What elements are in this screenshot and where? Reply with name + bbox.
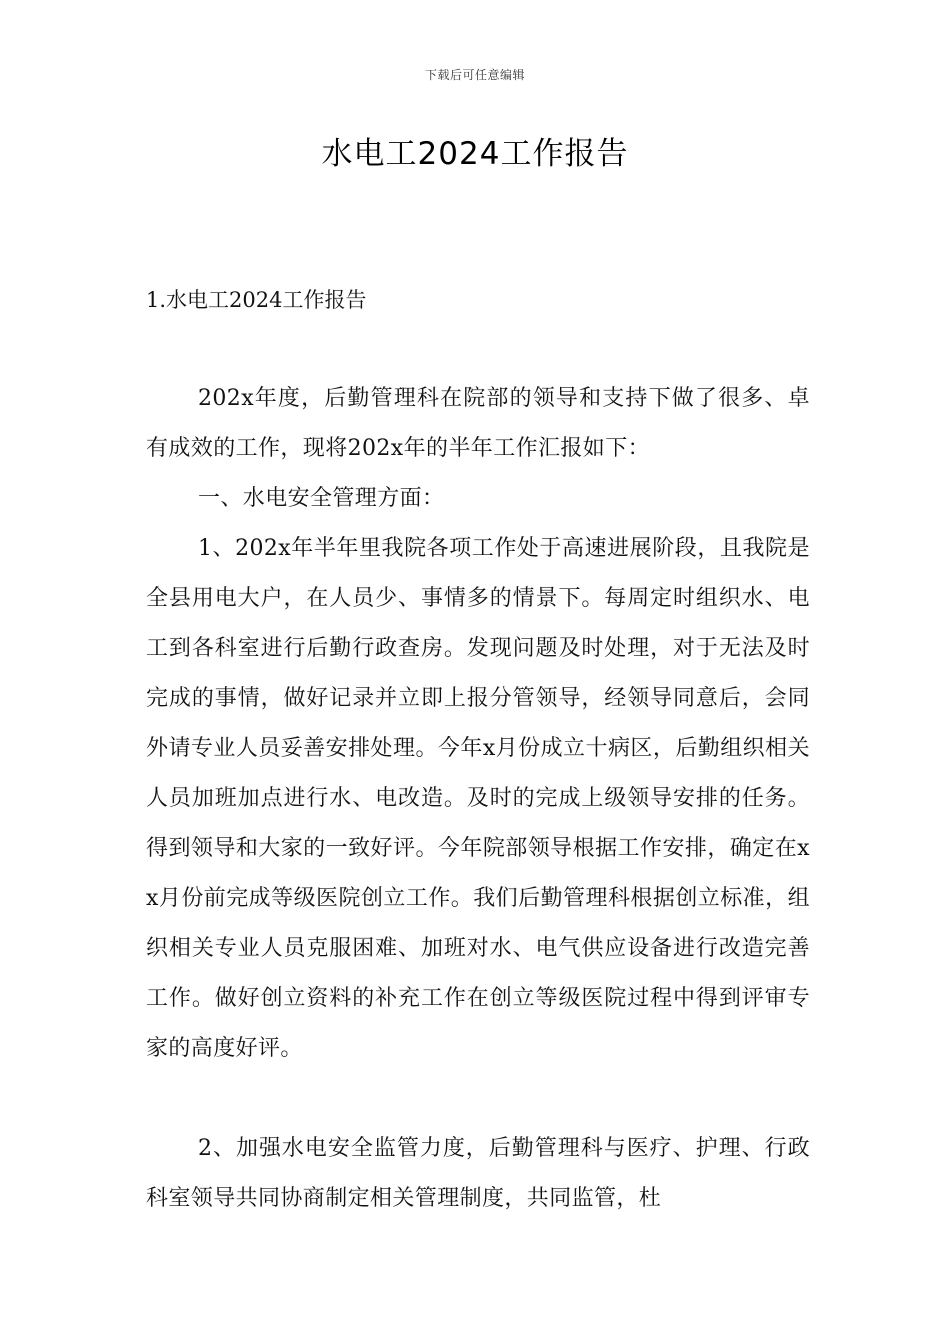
header-note: 下载后可任意编辑 [424, 68, 525, 82]
paragraph-intro: 202x年度，后勤管理科在院部的领导和支持下做了很多、卓有成效的工作，现将202x年的半年工作汇报如下： [146, 386, 810, 461]
paragraph-item-1: 1、202x年半年里我院各项工作处于高速进展阶段，且我院是全县用电大户，在人员少、事情多的情景下。每周定时组织水、电工到各科室进行后勤行政查房。发现问题及时处理，对于无法及时完成的事情，做好记录并立即上报分管领导，经领导同意后，会同外请专业人员妥善安排处理。今年x月份成立十病区，后勤组织相关人员加班加点进行水、电改造。及时的完成上级领导安排的任务。得到领导和大家的一致好评。今年院部领导根据工作安排，确定在xx月份前完成等级医院创立工作。我们后勤管理科根据创立标准，组织相关专业人员克服困难、加班对水、电气供应设备进行改造完善工作。做好创立资料的补充工作在创立等级医院过程中得到评审专家的高度好评。 [146, 536, 810, 1061]
document-title: 水电工2024工作报告 [321, 136, 629, 172]
paragraph-item-2: 2、加强水电安全监管力度，后勤管理科与医疗、护理、行政科室领导共同协商制定相关管理制度，共同监管，杜 [146, 1136, 810, 1211]
section-heading: 1.水电工2024工作报告 [146, 288, 367, 312]
paragraph-subheading: 一、水电安全管理方面： [198, 486, 445, 511]
